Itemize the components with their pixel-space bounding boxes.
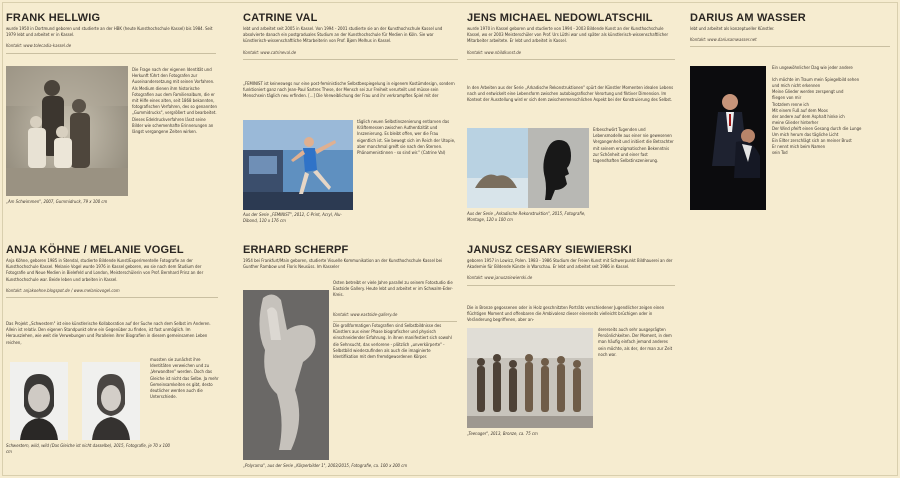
artwork-text: Die großformatigen Fotografien sind Selbstbildnisse des Künstlers aus einer Phase biografischer und physisch einschneidender Erfahrung. In ihnen manifestiert sich sowohl die Sehnsucht, das verlorene - plötzlich „unverkörperte" - Selbstbild wiederzufinden als auch die imaginierte Identifikation mit dem fremdgewordenen Körper. [333, 324, 452, 361]
artist-bio: geboren 1957 in Lowicz, Polen. 1983 - 1986 Studium der Freien Kunst mit Schwerpunkt Bildhauerei an der Akademie für Bildende Künste in Warschau. Er lebt und arbeitet seit 1986 in Kassel. [467, 259, 673, 271]
artist-bio: wurde 1950 in Dortmund geboren und studierte an der HBK (heute Kunsthochschule Kassel) bis 1984. Seit 1979 lebt und arbeitet er in Kassel. [6, 27, 213, 39]
artist-bio: wurde 1970 in Kassel geboren und studierte von 1994 - 2003 Bildende Kunst an der Kunsthochschule Kassel, wo er 2003 Meisterschüler von Prof. Urs Lüthi war und später als künstlerisch-wissenschaftlicher Mitarbeiter arbeitete. Er lebt und arbeitet in Kassel. [467, 27, 669, 45]
artwork-text: Die Frage nach der eigenen Identität und Herkunft führt den Fotografen zur Auseinandersetzung mit seinen Vorfahren. Als Medium dienen ihm historische Fotografien aus dem Familienalbum, die er mit Hilfe eines alten, seit 1868 bekannten, fotografischen Verfahren, des so genannten „Gummidrucks", vergrößert und bearbeitet. Dieses Edeldruckverfahren lässt seine Bilder wie schemenhafte Erinnerungen an längst vergangene Zeiten wirken. [132, 68, 217, 136]
poem-line: Ich möchte im Traum mein Spiegelbild sehen [772, 78, 860, 84]
artwork-photo-val [243, 120, 353, 210]
artwork-text-side: Erbeschwört Tugenden und Lebensmodelle aus einer nie gewesenen Vergangenheit und initiiert die Betrachter mit seinem enzigmatischen Bekenntnis zur Schönheit und einer fast tagendhaften Selbstinszenierung. [593, 128, 674, 165]
poem-line: Um mich herum das tägliche Licht [772, 133, 839, 139]
contact-link[interactable]: Kontakt: www.nbildkunst.de [467, 51, 675, 60]
contact-link[interactable]: Kontakt: anjakoehne.blogspot.de / www.melaniovogel.com [6, 289, 218, 298]
artwork-text-side: dererseits auch sehr ausgeprägten Persönlichkeiten. Der Moment, in dem man häufig einfach jemand anderes sein möchte, als der, der man zur Zeit noch war. [598, 328, 673, 358]
artwork-photo-siewierski [467, 328, 593, 428]
poem-line: Er nennt mich beim Namen [772, 145, 826, 151]
contact-link[interactable]: Kontakt: www.tolecadia-kassel.de [6, 44, 216, 53]
artist-hellwig [6, 12, 216, 62]
artwork-photo-wasser [690, 66, 766, 210]
artwork-caption: „Am Schwimmen", 2007, Gummidruck, 79 x 100 cm [6, 200, 108, 205]
artist-siewierski [467, 244, 675, 294]
artwork-text-side: täglich neuen Selbstinszenierung entlarven das Kräftemessen zwischen Authentizität und Inszenierung. Es bleibt offen, wer die Frau eigentlich ist. Sie bewegt sich im Reich der Utopie, aber manchmal greift sie nach den Sternen. Phänomenistinnen - so sind wir." (Catrine Val) [357, 120, 456, 157]
artist-name: ERHARD SCHERPF [243, 244, 349, 256]
artwork-photo-hellwig [6, 66, 128, 196]
artist-name: DARIUS AM WASSER [690, 12, 806, 24]
contact-link[interactable]: Kontakt: www.januszsiewierski.de [467, 276, 675, 285]
poem [772, 66, 894, 157]
artwork-photo-scherpf [243, 290, 329, 460]
artwork-text: Die in Bronze gegossenen oder in Holz geschnitzten Porträts verschiedener Jugendlicher zeigen einen flüchtigen Moment und offenbaren die Ambivalenz dieser einerseits vielleicht brüchigen oder in Veränderung begriffenen, aber an- [467, 306, 665, 324]
poem-line: sein Tod [772, 151, 788, 157]
artwork-photo-koehne [10, 362, 68, 440]
artist-wasser [690, 12, 890, 55]
poem-line: Trotzdem renne ich [772, 102, 809, 108]
artist-bio: lebt und arbeitet als konzeptueller Künstler. [690, 27, 775, 32]
contact-link[interactable]: Kontakt: www.dariusamwasser.net [690, 38, 890, 47]
poem-line: meine Glieder hinterher [772, 120, 819, 126]
artist-val [243, 12, 458, 68]
artwork-text-side: mussten sie zunächst ihre Identitäten verweichen und zu „Verwandten" werden. Doch das Gleiche ist nicht das Selbe. Ja mehr Gemeinsamkeiten es gibt, desto deutlicher werden auch die Unterschiede. [150, 358, 219, 401]
artwork-text: In den Arbeiten aus der Serie „Arkadische Rekonstruktionen" spürt der Künstler Momenten idealen Lebens nach und entwickelt eine Lebensform zwischen autobiografischer Verortung und fiktiver Dimension. Im Kontext der Ausstellung wird er sich dem zwischenmenschlichen Aspekt bei der Konstruierung des Selbst. [467, 86, 674, 104]
poem-line: Der Wind pfeift einen Gesang durch die Lunge [772, 126, 862, 132]
artwork-photo-vogel [82, 362, 140, 440]
poem-line: fliegen von mir [772, 96, 802, 102]
artwork-caption: Schwestern, wild, wild (Das Gleiche ist nicht dasselbe), 2015, Fotografie, je 70 x 100 cm [6, 444, 170, 455]
poem-line: und mich nicht erkennen [772, 84, 821, 90]
artwork-caption: „Teenager", 2013, Bronze, ca. 75 cm [467, 432, 538, 437]
artwork-text-side: Osten betreibt er viele Jahre parallel zu seinem Fotostudio die Eastside Gallery. Heute lebt und arbeitet er im Schwalm-Eder-Kreis. [333, 281, 453, 299]
artwork-photo-nedowlatschil [467, 128, 589, 208]
contact-link[interactable]: Kontakt: www.catrineval.de [243, 51, 458, 60]
contact-link[interactable]: Kontakt: www.eastside-gallery.de [333, 313, 457, 322]
poem-line: der andere auf dem Asphalt hinke ich [772, 114, 845, 120]
artist-koehne-vogel [6, 244, 218, 306]
artist-bio: lebt und arbeitet seit 2005 in Kassel. Von 1994 - 2001 studierte sie an der Kunsthochschule Kassel und absolvierte danach ein postgraduales Studium an der Kunsthochschule für Medien in Köln. Sie war künstlerisch-wissenschaftliche Mitarbeiterin von Prof. Bjørn Melhus in Kassel. [243, 27, 443, 45]
artist-name: ANJA KÖHNE / MELANIE VOGEL [6, 244, 184, 256]
artist-name: JANUSZ CESARY SIEWIERSKI [467, 244, 632, 256]
artist-nedowlatschil [467, 12, 675, 68]
artwork-text: „FEMINIST ist keineswegs nur eine post-feministische Selbstbespiegelung in eigenem Kostümdesign, sondern funktioniert ganz nach Jean-Paul Sartres These, der Mensch sei zur Freiheit verurteilt und müsse sein Menschsein täglich neu erfinden. [...] Die Verweiblichung der Frau und ihr verkrampftes Spiel mit der [243, 82, 455, 100]
poem-line: Ein ungewöhnlicher Dag wie jeder andere [772, 66, 853, 71]
artwork-caption: „Polyrama", aus der Serie „Körperbilder 1", 2003/2015, Fotografie, ca. 100 x 200 cm [243, 464, 408, 469]
artwork-caption: Aus der Serie „Arkadische Rekonstruktion", 2015, Fotografie, Montage, 120 x 100 cm [467, 212, 586, 223]
artist-name: FRANK HELLWIG [6, 12, 101, 24]
artist-bio: 1954 bei Frankfurt/Main geboren, studierte Visuelle Kommunikation an der Kunsthochschule Kassel bei Gunther Rambow und Floris Neusüss. Im Kasseler [243, 259, 443, 271]
artwork-caption: Aus der Serie „FEMINIST", 2012, C-Print, Acryl, Alu-Dibond, 110 x 176 cm [243, 213, 342, 224]
poem-line: Meine Glieder werden zerspengt und [772, 90, 844, 96]
artist-name: JENS MICHAEL NEDOWLATSCHIL [467, 12, 653, 24]
artist-scherpf [243, 244, 458, 271]
poem-line: Ein Ellter zerschlägt sich an meiner Brust [772, 139, 852, 145]
artist-bio: Anja Köhne, geboren 1985 in Stendal, studierte Bildende Kunst/Experimentelle Fotografie an der Kunsthochschule Kassel. Melanie Vogel wurde 1976 in Kassel geboren, wo sie nach dem Studium der Fotografie und Neue Medien in Bielefeld und London, Meisterschülerin von Prof. Bernhard Prinz an der Kunsthochschule war. Beide leben und arbeiten in Kassel. [6, 259, 204, 283]
artist-name: CATRINE VAL [243, 12, 318, 24]
artwork-text: Das Projekt „Schwestern" ist eine künstlerische Kollaboration auf der Suche nach dem Selbst im Anderen. Allein ist relativ. Den eigenen Standpunkt ohne ein Gegenüber zu finden, ist fast unmöglich. Im Herausziehen, wie weit die Verwebungen und Parallelen ihrer Biografien in diesem gemeinsamen Leben reichen, [6, 322, 211, 346]
poem-line: Mit einem Fuß auf dem Moos [772, 108, 828, 114]
